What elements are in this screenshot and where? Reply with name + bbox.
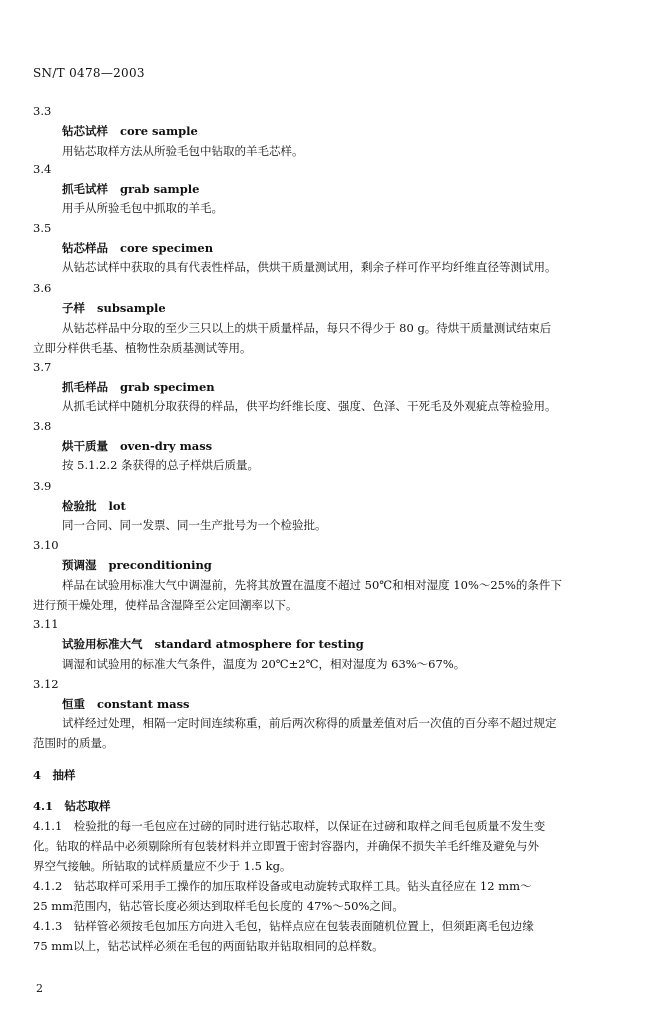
clause-number: 3.8 <box>33 419 52 433</box>
term-en: constant mass <box>97 697 190 711</box>
term-definition: 从钻芯试样中获取的具有代表性样品，供烘干质量测试用，剩余子样可作平均纤维直径等测试用。 <box>62 260 557 274</box>
term-heading <box>62 240 213 256</box>
term-definition: 同一合同、同一发票、同一生产批号为一个检验批。 <box>62 518 327 532</box>
clause-text: 75 mm以上，钻芯试样必须在毛包的两面钻取并钻取相同的总样数。 <box>33 939 384 953</box>
clause-number: 3.12 <box>33 677 59 691</box>
term-en: grab specimen <box>120 380 215 394</box>
clause-text: 4.1.3 钻样管必须按毛包加压方向进入毛包，钻样点应在包装表面随机位置上，但须距离毛包边缘 <box>33 919 534 933</box>
clause-number: 3.5 <box>33 221 52 235</box>
term-definition-continued: 进行预干燥处理，使样品含湿降至公定回潮率以下。 <box>33 598 298 612</box>
standard-number-header: SN/T 0478—2003 <box>33 66 145 80</box>
term-heading <box>62 438 212 454</box>
clause-text: 4.1.2 钻芯取样可采用手工操作的加压取样设备或电动旋转式取样工具。钻头直径应在 12 mm～ <box>33 879 532 893</box>
term-definition: 从钻芯样品中分取的至少三只以上的烘干质量样品，每只不得少于 80 g。待烘干质量测试结束后 <box>62 321 552 335</box>
term-cn: 子样 <box>62 301 85 315</box>
term-en: core specimen <box>120 241 214 255</box>
term-heading <box>62 300 166 316</box>
term-en: subsample <box>97 301 166 315</box>
term-cn: 恒重 <box>62 697 85 711</box>
clause-text: 化。钻取的样品中必须剔除所有包装材料并立即置于密封容器内，并确保不损失羊毛纤维及避免与外 <box>33 839 539 853</box>
term-cn: 抓毛样品 <box>62 380 108 394</box>
clause-number: 3.3 <box>33 104 52 118</box>
clause-number: 3.11 <box>33 617 59 631</box>
term-cn: 检验批 <box>62 499 97 513</box>
term-heading <box>62 181 199 197</box>
clause-number: 3.7 <box>33 360 52 374</box>
clause-number: 3.9 <box>33 479 52 493</box>
term-definition: 用钻芯取样方法从所验毛包中钻取的羊毛芯样。 <box>62 144 304 158</box>
clause-number: 3.4 <box>33 162 52 176</box>
clause-number: 3.10 <box>33 538 59 552</box>
term-en: grab sample <box>120 182 200 196</box>
clause-number: 3.6 <box>33 281 52 295</box>
term-cn: 抓毛试样 <box>62 182 108 196</box>
term-en: lot <box>108 499 126 513</box>
clause-text: 界空气接触。所钻取的试样质量应不少于 1.5 kg。 <box>33 859 292 873</box>
subsection-heading: 4.1 钻芯取样 <box>33 799 111 813</box>
term-heading <box>62 498 126 514</box>
term-definition: 调湿和试验用的标准大气条件，温度为 20℃±2℃，相对湿度为 63%～67%。 <box>62 657 466 671</box>
term-en: preconditioning <box>108 558 212 572</box>
term-heading <box>62 557 212 573</box>
term-en: standard atmosphere for testing <box>154 637 364 651</box>
term-heading <box>62 379 215 395</box>
term-cn: 试验用标准大气 <box>62 637 143 651</box>
term-heading <box>62 696 190 712</box>
term-definition: 样品在试验用标准大气中调湿前，先将其放置在温度不超过 50℃和相对湿度 10%～25%的条件下 <box>62 578 562 592</box>
term-definition: 按 5.1.2.2 条获得的总子样烘后质量。 <box>62 458 260 472</box>
term-cn: 烘干质量 <box>62 439 108 453</box>
term-cn: 钻芯试样 <box>62 124 108 138</box>
clause-text: 25 mm范围内，钻芯管长度必须达到取样毛包长度的 47%～50%之间。 <box>33 899 404 913</box>
term-cn: 预调湿 <box>62 558 97 572</box>
term-cn: 钻芯样品 <box>62 241 108 255</box>
term-definition-continued: 立即分样供毛基、植物性杂质基测试等用。 <box>33 341 252 355</box>
term-heading <box>62 123 198 139</box>
page-number: 2 <box>36 982 43 995</box>
term-heading <box>62 636 364 652</box>
term-definition: 用手从所验毛包中抓取的羊毛。 <box>62 201 223 215</box>
section-heading: 4 抽样 <box>33 768 76 782</box>
term-en: core sample <box>120 124 198 138</box>
term-definition: 试样经过处理，相隔一定时间连续称重，前后两次称得的质量差值对后一次值的百分率不超过规定 <box>62 716 557 730</box>
clause-text: 4.1.1 检验批的每一毛包应在过磅的同时进行钻芯取样，以保证在过磅和取样之间毛包质量不发生变 <box>33 819 546 833</box>
term-definition-continued: 范围时的质量。 <box>33 736 114 750</box>
term-en: oven-dry mass <box>120 439 213 453</box>
term-definition: 从抓毛试样中随机分取获得的样品，供平均纤维长度、强度、色泽、干死毛及外观疵点等检验用。 <box>62 399 557 413</box>
